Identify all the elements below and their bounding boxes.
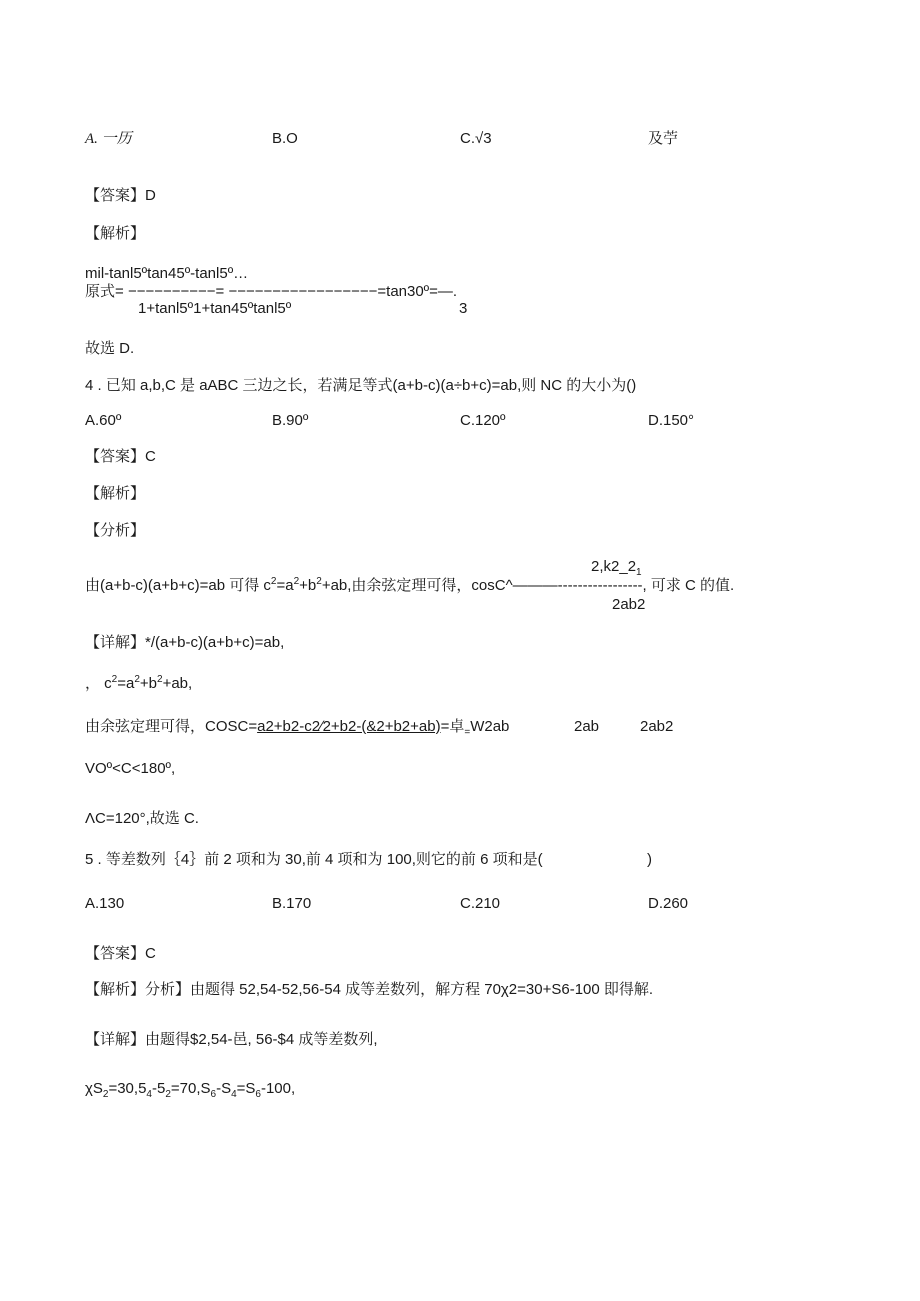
q4-question: 4 . 已知 a,b,C 是 aABC 三边之长，若满足等式(a+b-c)(a÷b+c)=ab,则 NC 的大小为() xyxy=(85,377,637,394)
q4-option-b: B.90º xyxy=(272,412,309,429)
q5-detail2-b: =30,5 xyxy=(108,1080,147,1097)
q5-detail-1: 【详解】由题得$2,54-邑, 56-$4 成等差数列, xyxy=(85,1031,378,1048)
q5-option-d: D.260 xyxy=(648,895,689,912)
q4-sup: 2 xyxy=(134,674,140,685)
q4-fenxi-numerator-text: 2,k2_2 xyxy=(591,558,637,575)
q4-fenxi-denominator: 2ab2 xyxy=(612,596,646,613)
q3-option-c: C.√3 xyxy=(460,130,492,147)
q4-sup: 2 xyxy=(111,674,118,685)
q3-fraction-bar-2: −−−−−−−−−−−−−−−−− xyxy=(228,283,378,300)
q5-sub: 4 xyxy=(146,1089,152,1100)
q5-option-b: B.170 xyxy=(272,895,312,912)
q4-detail-4: VOº<C<180º, xyxy=(85,760,176,777)
q4-option-d: D.150° xyxy=(648,412,695,429)
q4-detail3-tail: W2ab xyxy=(470,718,510,735)
q4-detail3-suffix: =卓 xyxy=(440,718,465,735)
q5-sub: 2 xyxy=(102,1089,109,1100)
q4-fenxi-main xyxy=(85,577,734,595)
q4-detail-5: ΛC=120°,故选 C. xyxy=(85,810,199,827)
q4-fenxi-text-a: 由(a+b-c)(a+b+c)=ab 可得 c xyxy=(85,577,271,594)
q5-detail2-d: =70,S xyxy=(170,1080,211,1097)
q4-sup: 2 xyxy=(157,674,163,685)
q3-formula-suffix: =tan30º=—. xyxy=(377,283,458,300)
q4-detail-2 xyxy=(85,675,192,693)
q3-formula-line1: mil-tanl5ºtan45º-tanl5º… xyxy=(85,265,249,282)
q4-fenxi-text-d: +ab,由余弦定理可得，cosC^———-----------------, 可求 C 的值. xyxy=(321,577,735,594)
q4-option-a: A.60º xyxy=(85,412,122,429)
q5-answer: 【答案】C xyxy=(85,945,156,962)
q5-sub: 4 xyxy=(231,1089,237,1100)
q4-detail3-prefix: 由余弦定理可得，COSC= xyxy=(85,718,258,735)
q4-analysis-label: 【解析】 xyxy=(85,485,146,502)
q5-analysis: 【解析】分析】由题得 52,54-52,56-54 成等差数列，解方程 70χ2=30+S6-100 即得解. xyxy=(85,981,654,998)
q4-detail2-a: ， c xyxy=(85,675,112,692)
q4-fenxi-numerator xyxy=(591,558,642,576)
q3-option-b: B.O xyxy=(272,130,298,147)
q5-detail2-c: -5 xyxy=(151,1080,166,1097)
q5-question-text: 5 . 等差数列｛4｝前 2 项和为 30,前 4 项和为 100,则它的前 6 项和是( xyxy=(85,851,543,868)
q3-option-d: 及苧 xyxy=(648,130,679,147)
q3-analysis-label: 【解析】 xyxy=(85,225,146,242)
q4-detail-1: 【详解】*/(a+b-c)(a+b+c)=ab, xyxy=(85,634,285,651)
q3-formula-three: 3 xyxy=(459,300,468,317)
q4-fenxi-text-c: +b xyxy=(299,577,317,594)
q4-detail2-d: +ab, xyxy=(162,675,193,692)
q3-fraction-bar-1: −−−−−−−−−−= xyxy=(127,283,225,300)
q4-option-c: C.120º xyxy=(460,412,506,429)
q5-detail2-g: -100, xyxy=(260,1080,296,1097)
q4-detail3-underlined: a2+b2-c2∕2+b2-(&2+b2+ab) xyxy=(257,718,441,735)
q4-detail-3 xyxy=(85,718,509,736)
q4-answer: 【答案】C xyxy=(85,448,156,465)
q4-detail3-sub: = xyxy=(464,727,471,738)
q4-fenxi-text-b: =a xyxy=(276,577,294,594)
q5-sub: 2 xyxy=(165,1089,171,1100)
q4-fenxi-numerator-sub: 1 xyxy=(636,567,642,578)
q3-formula-line2 xyxy=(85,283,457,301)
q3-answer: 【答案】D xyxy=(85,187,156,204)
q5-option-c: C.210 xyxy=(460,895,501,912)
q5-detail2-e: -S xyxy=(216,1080,232,1097)
q5-detail2-f: =S xyxy=(236,1080,256,1097)
q5-option-a: A.130 xyxy=(85,895,125,912)
q3-formula-prefix: 原式= xyxy=(85,283,128,300)
q3-conclusion: 故选 D. xyxy=(85,340,135,357)
q5-question-paren: ) xyxy=(647,851,652,868)
q5-sub: 6 xyxy=(255,1089,261,1100)
q4-sup: 2 xyxy=(316,576,322,587)
q4-sup: 2 xyxy=(270,576,277,587)
q5-detail-2 xyxy=(85,1080,295,1098)
q4-fenxi-label: 【分析】 xyxy=(85,522,146,539)
q4-detail3-2ab2: 2ab2 xyxy=(640,718,674,735)
q5-sub: 6 xyxy=(210,1089,217,1100)
q5-question xyxy=(85,851,543,869)
q4-detail2-c: +b xyxy=(139,675,158,692)
q4-detail2-b: =a xyxy=(117,675,135,692)
q4-sup: 2 xyxy=(293,576,300,587)
q3-formula-denominator: 1+tanl5º1+tan45ºtanl5º xyxy=(138,300,292,317)
q4-detail3-2ab: 2ab xyxy=(574,718,600,735)
q5-detail2-a: χS xyxy=(85,1080,103,1097)
q3-option-a: A. 一历 xyxy=(85,131,132,147)
